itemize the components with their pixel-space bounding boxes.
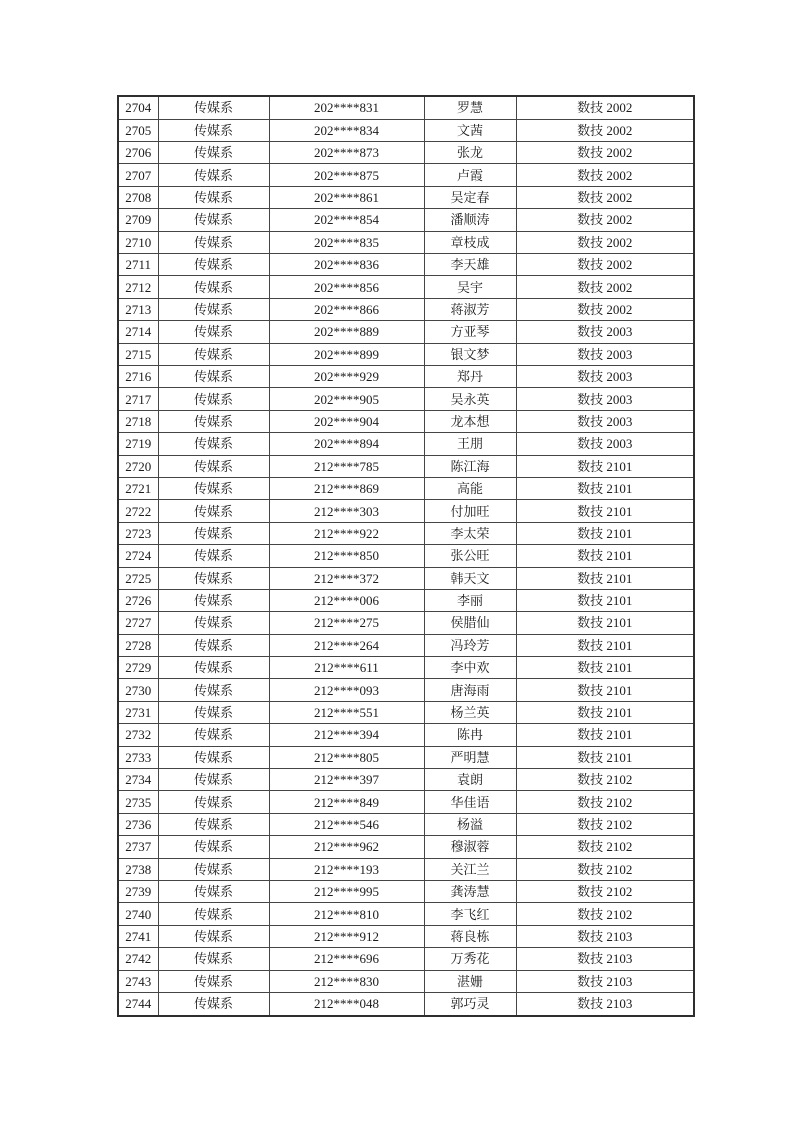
cell-student-name: 卢霞: [424, 164, 516, 186]
cell-student-name: 张公旺: [424, 545, 516, 567]
cell-serial-number: 2704: [118, 96, 158, 119]
cell-class: 数技 2101: [516, 589, 694, 611]
cell-class: 数技 2002: [516, 142, 694, 164]
cell-department: 传媒系: [158, 500, 269, 522]
table-row: [118, 903, 694, 925]
cell-department: 传媒系: [158, 410, 269, 432]
cell-class: 数技 2103: [516, 992, 694, 1016]
table-row: [118, 970, 694, 992]
cell-serial-number: 2705: [118, 119, 158, 141]
table-row: [118, 164, 694, 186]
cell-class: 数技 2101: [516, 545, 694, 567]
cell-department: 传媒系: [158, 119, 269, 141]
cell-student-name: 万秀花: [424, 948, 516, 970]
cell-student-name: 穆淑蓉: [424, 836, 516, 858]
cell-class: 数技 2002: [516, 119, 694, 141]
cell-department: 传媒系: [158, 343, 269, 365]
cell-class: 数技 2002: [516, 254, 694, 276]
cell-student-id: 202****929: [269, 365, 424, 387]
cell-serial-number: 2720: [118, 455, 158, 477]
cell-department: 传媒系: [158, 388, 269, 410]
cell-student-name: 蒋良栋: [424, 925, 516, 947]
cell-student-name: 李丽: [424, 589, 516, 611]
cell-department: 传媒系: [158, 769, 269, 791]
cell-class: 数技 2003: [516, 433, 694, 455]
cell-serial-number: 2743: [118, 970, 158, 992]
cell-student-name: 张龙: [424, 142, 516, 164]
cell-class: 数技 2002: [516, 209, 694, 231]
cell-student-id: 212****810: [269, 903, 424, 925]
table-row: [118, 858, 694, 880]
cell-serial-number: 2742: [118, 948, 158, 970]
cell-student-id: 202****905: [269, 388, 424, 410]
cell-class: 数技 2102: [516, 903, 694, 925]
table-row: [118, 477, 694, 499]
cell-serial-number: 2726: [118, 589, 158, 611]
cell-student-id: 212****372: [269, 567, 424, 589]
cell-department: 传媒系: [158, 724, 269, 746]
cell-student-id: 212****546: [269, 813, 424, 835]
table-row: [118, 701, 694, 723]
cell-class: 数技 2101: [516, 657, 694, 679]
cell-serial-number: 2707: [118, 164, 158, 186]
cell-serial-number: 2722: [118, 500, 158, 522]
table-row: [118, 948, 694, 970]
cell-serial-number: 2730: [118, 679, 158, 701]
cell-serial-number: 2721: [118, 477, 158, 499]
cell-student-name: 蒋淑芳: [424, 298, 516, 320]
cell-class: 数技 2101: [516, 612, 694, 634]
cell-student-name: 吴永英: [424, 388, 516, 410]
cell-class: 数技 2101: [516, 701, 694, 723]
cell-student-id: 212****785: [269, 455, 424, 477]
cell-student-name: 吴定春: [424, 186, 516, 208]
cell-student-id: 202****899: [269, 343, 424, 365]
cell-serial-number: 2732: [118, 724, 158, 746]
table-row: [118, 657, 694, 679]
cell-serial-number: 2718: [118, 410, 158, 432]
cell-department: 传媒系: [158, 365, 269, 387]
cell-student-id: 212****264: [269, 634, 424, 656]
table-row: [118, 276, 694, 298]
table-row: [118, 388, 694, 410]
cell-department: 传媒系: [158, 567, 269, 589]
cell-class: 数技 2101: [516, 746, 694, 768]
table-row: [118, 746, 694, 768]
cell-student-id: 212****850: [269, 545, 424, 567]
cell-serial-number: 2709: [118, 209, 158, 231]
student-roster-table: [117, 95, 695, 1017]
cell-student-id: 212****093: [269, 679, 424, 701]
cell-student-name: 银文梦: [424, 343, 516, 365]
cell-student-name: 高能: [424, 477, 516, 499]
cell-student-id: 202****834: [269, 119, 424, 141]
table-row: [118, 522, 694, 544]
cell-serial-number: 2733: [118, 746, 158, 768]
cell-class: 数技 2103: [516, 925, 694, 947]
table-row: [118, 455, 694, 477]
cell-student-name: 王朋: [424, 433, 516, 455]
cell-department: 传媒系: [158, 321, 269, 343]
cell-student-name: 华佳语: [424, 791, 516, 813]
cell-student-id: 212****397: [269, 769, 424, 791]
cell-student-id: 202****856: [269, 276, 424, 298]
cell-class: 数技 2101: [516, 522, 694, 544]
cell-serial-number: 2710: [118, 231, 158, 253]
cell-student-name: 方亚琴: [424, 321, 516, 343]
cell-student-name: 龚涛慧: [424, 880, 516, 902]
cell-serial-number: 2739: [118, 880, 158, 902]
cell-class: 数技 2101: [516, 724, 694, 746]
cell-student-id: 212****193: [269, 858, 424, 880]
cell-student-id: 212****048: [269, 992, 424, 1016]
cell-department: 传媒系: [158, 298, 269, 320]
cell-serial-number: 2725: [118, 567, 158, 589]
cell-student-name: 严明慧: [424, 746, 516, 768]
table-row: [118, 433, 694, 455]
cell-department: 传媒系: [158, 970, 269, 992]
cell-department: 传媒系: [158, 746, 269, 768]
cell-class: 数技 2002: [516, 186, 694, 208]
table-row: [118, 410, 694, 432]
cell-department: 传媒系: [158, 657, 269, 679]
cell-serial-number: 2711: [118, 254, 158, 276]
cell-student-name: 陈冉: [424, 724, 516, 746]
cell-student-id: 212****611: [269, 657, 424, 679]
cell-department: 传媒系: [158, 209, 269, 231]
cell-student-name: 郑丹: [424, 365, 516, 387]
cell-serial-number: 2735: [118, 791, 158, 813]
cell-student-id: 202****835: [269, 231, 424, 253]
cell-department: 传媒系: [158, 231, 269, 253]
cell-student-name: 陈江海: [424, 455, 516, 477]
cell-student-name: 侯腊仙: [424, 612, 516, 634]
cell-student-name: 湛姗: [424, 970, 516, 992]
cell-department: 传媒系: [158, 522, 269, 544]
cell-student-name: 李太荣: [424, 522, 516, 544]
table-row: [118, 634, 694, 656]
cell-serial-number: 2708: [118, 186, 158, 208]
cell-student-id: 212****394: [269, 724, 424, 746]
cell-serial-number: 2712: [118, 276, 158, 298]
cell-student-id: 212****275: [269, 612, 424, 634]
cell-student-id: 202****904: [269, 410, 424, 432]
cell-student-name: 文茜: [424, 119, 516, 141]
cell-student-name: 韩天文: [424, 567, 516, 589]
cell-student-id: 212****849: [269, 791, 424, 813]
cell-class: 数技 2102: [516, 769, 694, 791]
cell-class: 数技 2003: [516, 343, 694, 365]
cell-student-id: 202****875: [269, 164, 424, 186]
cell-department: 传媒系: [158, 254, 269, 276]
table-row: [118, 298, 694, 320]
cell-department: 传媒系: [158, 992, 269, 1016]
cell-class: 数技 2101: [516, 567, 694, 589]
cell-student-name: 付加旺: [424, 500, 516, 522]
cell-serial-number: 2716: [118, 365, 158, 387]
cell-student-id: 202****889: [269, 321, 424, 343]
cell-department: 传媒系: [158, 545, 269, 567]
cell-department: 传媒系: [158, 813, 269, 835]
table-row: [118, 343, 694, 365]
cell-class: 数技 2003: [516, 321, 694, 343]
cell-serial-number: 2724: [118, 545, 158, 567]
cell-serial-number: 2729: [118, 657, 158, 679]
cell-department: 传媒系: [158, 880, 269, 902]
table-row: [118, 836, 694, 858]
cell-department: 传媒系: [158, 858, 269, 880]
cell-student-id: 202****873: [269, 142, 424, 164]
cell-class: 数技 2003: [516, 410, 694, 432]
cell-serial-number: 2734: [118, 769, 158, 791]
cell-serial-number: 2727: [118, 612, 158, 634]
cell-department: 传媒系: [158, 186, 269, 208]
cell-department: 传媒系: [158, 925, 269, 947]
cell-student-name: 李天雄: [424, 254, 516, 276]
cell-student-id: 212****869: [269, 477, 424, 499]
table-row: [118, 231, 694, 253]
cell-department: 传媒系: [158, 612, 269, 634]
cell-department: 传媒系: [158, 433, 269, 455]
cell-student-id: 212****922: [269, 522, 424, 544]
table-row: [118, 119, 694, 141]
cell-serial-number: 2719: [118, 433, 158, 455]
cell-serial-number: 2717: [118, 388, 158, 410]
cell-department: 传媒系: [158, 164, 269, 186]
cell-department: 传媒系: [158, 679, 269, 701]
cell-student-name: 冯玲芳: [424, 634, 516, 656]
cell-serial-number: 2731: [118, 701, 158, 723]
table-row: [118, 612, 694, 634]
cell-student-id: 202****836: [269, 254, 424, 276]
cell-student-name: 郭巧灵: [424, 992, 516, 1016]
cell-serial-number: 2736: [118, 813, 158, 835]
cell-student-id: 212****830: [269, 970, 424, 992]
cell-student-id: 212****551: [269, 701, 424, 723]
cell-student-id: 202****894: [269, 433, 424, 455]
cell-student-name: 罗慧: [424, 96, 516, 119]
cell-class: 数技 2103: [516, 948, 694, 970]
cell-department: 传媒系: [158, 903, 269, 925]
cell-department: 传媒系: [158, 477, 269, 499]
cell-class: 数技 2101: [516, 500, 694, 522]
cell-student-id: 212****805: [269, 746, 424, 768]
cell-department: 传媒系: [158, 836, 269, 858]
cell-class: 数技 2102: [516, 813, 694, 835]
table-row: [118, 209, 694, 231]
table-row: [118, 880, 694, 902]
cell-student-name: 潘顺涛: [424, 209, 516, 231]
cell-student-id: 212****912: [269, 925, 424, 947]
cell-student-id: 202****861: [269, 186, 424, 208]
cell-class: 数技 2003: [516, 365, 694, 387]
table-row: [118, 545, 694, 567]
cell-student-name: 唐海雨: [424, 679, 516, 701]
cell-class: 数技 2103: [516, 970, 694, 992]
cell-student-id: 202****866: [269, 298, 424, 320]
cell-department: 传媒系: [158, 142, 269, 164]
table-row: [118, 365, 694, 387]
table-row: [118, 679, 694, 701]
cell-department: 传媒系: [158, 455, 269, 477]
cell-department: 传媒系: [158, 791, 269, 813]
cell-serial-number: 2737: [118, 836, 158, 858]
cell-class: 数技 2102: [516, 858, 694, 880]
cell-class: 数技 2002: [516, 96, 694, 119]
table-row: [118, 186, 694, 208]
cell-serial-number: 2715: [118, 343, 158, 365]
table-row: [118, 813, 694, 835]
cell-student-id: 212****962: [269, 836, 424, 858]
cell-class: 数技 2101: [516, 455, 694, 477]
cell-serial-number: 2713: [118, 298, 158, 320]
cell-student-name: 杨溢: [424, 813, 516, 835]
cell-student-id: 212****303: [269, 500, 424, 522]
cell-student-id: 212****995: [269, 880, 424, 902]
cell-department: 传媒系: [158, 701, 269, 723]
cell-class: 数技 2002: [516, 164, 694, 186]
cell-department: 传媒系: [158, 276, 269, 298]
cell-student-name: 李中欢: [424, 657, 516, 679]
table-row: [118, 992, 694, 1016]
table-row: [118, 96, 694, 119]
cell-serial-number: 2744: [118, 992, 158, 1016]
cell-class: 数技 2102: [516, 836, 694, 858]
cell-department: 传媒系: [158, 96, 269, 119]
cell-serial-number: 2740: [118, 903, 158, 925]
cell-student-name: 李飞红: [424, 903, 516, 925]
cell-serial-number: 2723: [118, 522, 158, 544]
cell-student-id: 202****831: [269, 96, 424, 119]
cell-class: 数技 2002: [516, 231, 694, 253]
cell-department: 传媒系: [158, 634, 269, 656]
cell-serial-number: 2728: [118, 634, 158, 656]
cell-class: 数技 2102: [516, 791, 694, 813]
cell-serial-number: 2706: [118, 142, 158, 164]
table-row: [118, 142, 694, 164]
table-row: [118, 791, 694, 813]
table-row: [118, 724, 694, 746]
cell-class: 数技 2101: [516, 477, 694, 499]
cell-serial-number: 2714: [118, 321, 158, 343]
cell-serial-number: 2738: [118, 858, 158, 880]
cell-student-name: 关江兰: [424, 858, 516, 880]
cell-class: 数技 2101: [516, 679, 694, 701]
cell-student-id: 212****696: [269, 948, 424, 970]
cell-student-name: 章枝成: [424, 231, 516, 253]
table-row: [118, 500, 694, 522]
table-row: [118, 567, 694, 589]
cell-class: 数技 2101: [516, 634, 694, 656]
table-row: [118, 589, 694, 611]
cell-serial-number: 2741: [118, 925, 158, 947]
table-row: [118, 769, 694, 791]
cell-student-name: 吴宇: [424, 276, 516, 298]
cell-class: 数技 2002: [516, 298, 694, 320]
table-row: [118, 254, 694, 276]
cell-class: 数技 2102: [516, 880, 694, 902]
table-row: [118, 321, 694, 343]
cell-student-name: 袁朗: [424, 769, 516, 791]
cell-department: 传媒系: [158, 948, 269, 970]
table-row: [118, 925, 694, 947]
cell-student-id: 212****006: [269, 589, 424, 611]
cell-class: 数技 2003: [516, 388, 694, 410]
cell-class: 数技 2002: [516, 276, 694, 298]
cell-student-id: 202****854: [269, 209, 424, 231]
cell-department: 传媒系: [158, 589, 269, 611]
cell-student-name: 杨兰英: [424, 701, 516, 723]
cell-student-name: 龙本想: [424, 410, 516, 432]
